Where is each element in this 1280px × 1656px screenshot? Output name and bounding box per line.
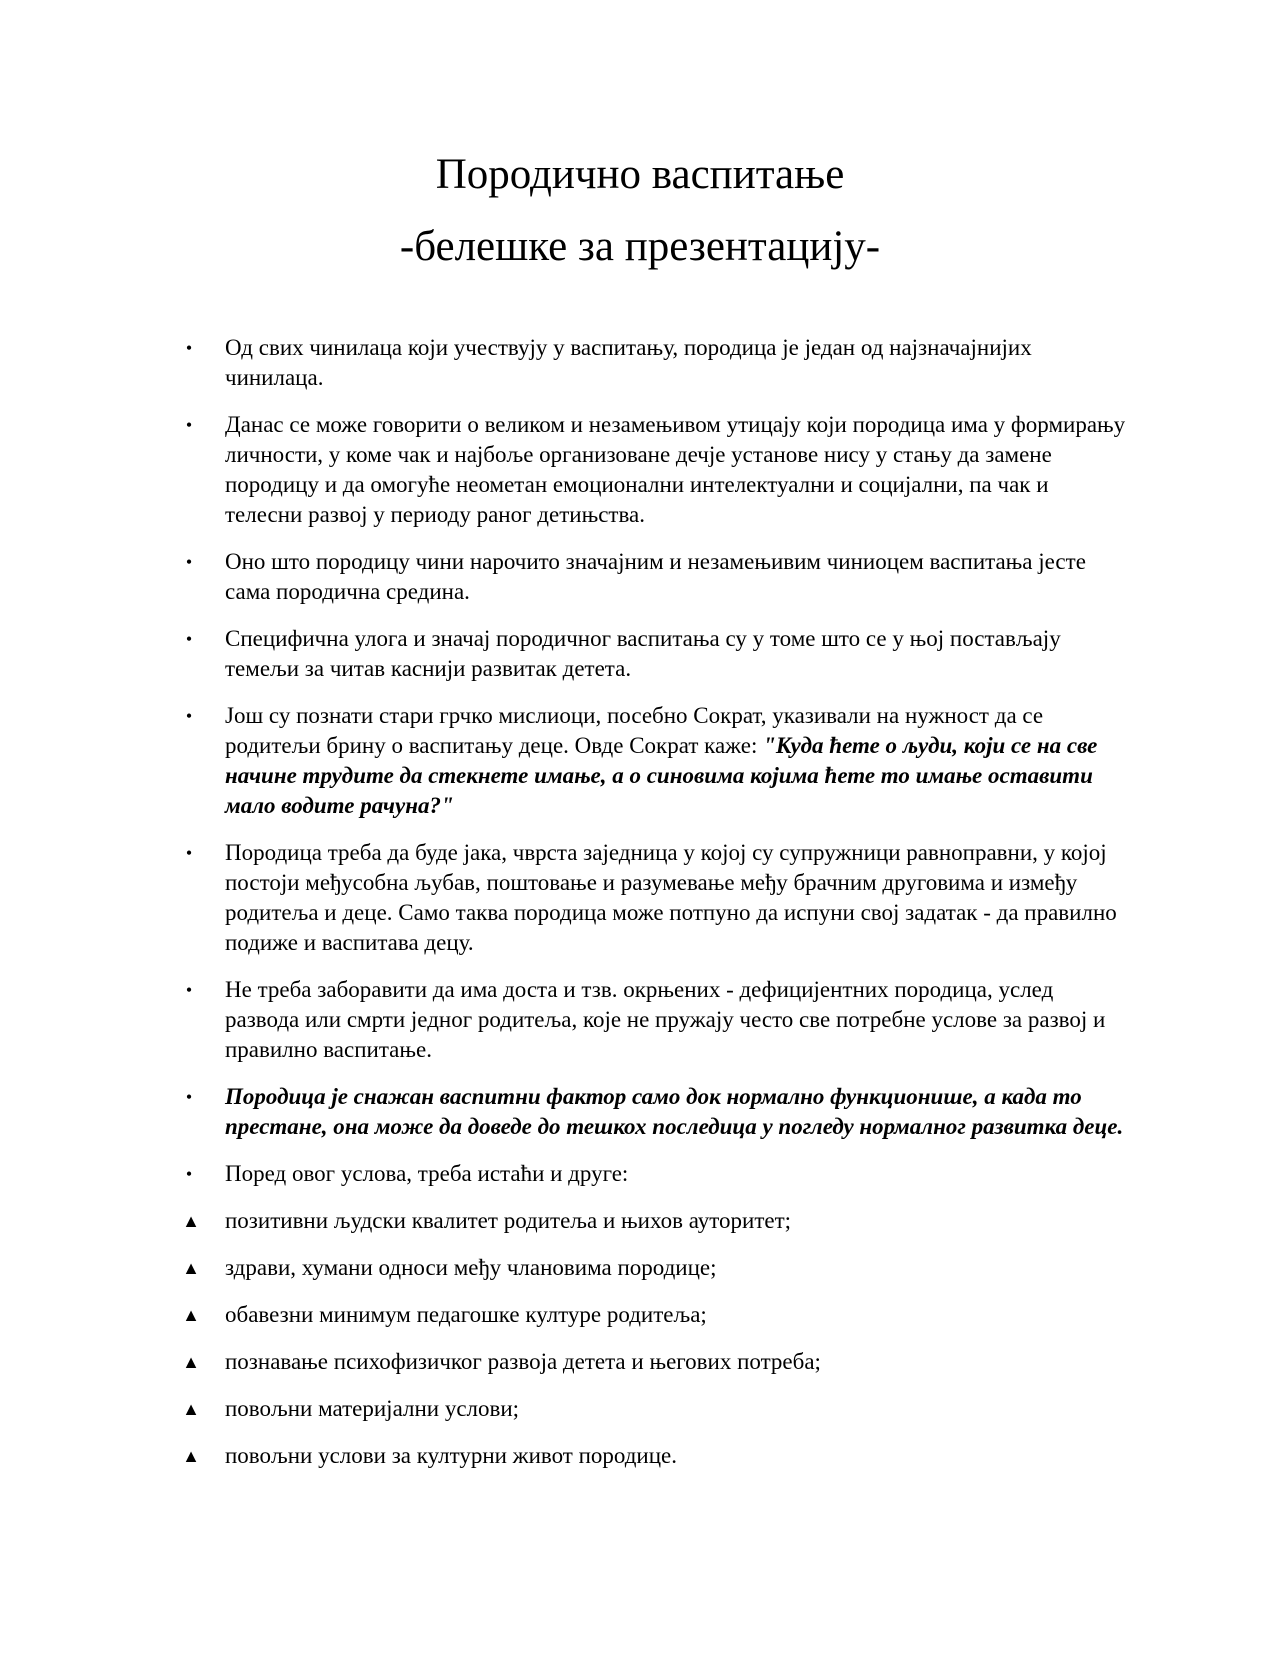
condition-text: обавезни минимум педагошке културе родитеља; <box>225 1302 707 1327</box>
list-item <box>180 410 1130 530</box>
bullet-icon: • <box>185 629 193 649</box>
title-block <box>0 145 1280 277</box>
bullet-icon: • <box>185 980 193 1000</box>
bullet-icon: • <box>185 415 193 435</box>
condition-text: здрави, хумани односи међу члановима породице; <box>225 1255 717 1280</box>
emphasis-statement: Породица је снажан васпитни фактор само док нормално функционише, а када то престане, она може да доведе до тешкох последица у погледу нормалног развитка деце. <box>225 1084 1124 1139</box>
bullet-icon: • <box>185 552 193 572</box>
bullet-icon: • <box>185 843 193 863</box>
list-item-text: Не треба заборавити да има доста и тзв. окрњених - дефицијентних породица, услед развода или смрти једног родитеља, које не пружају често све потребне услове за развој и правилно васпитање. <box>225 977 1106 1062</box>
triangle-icon: ▲ <box>182 1399 200 1419</box>
condition-text: позитивни људски квалитет родитеља и њихов ауторитет; <box>225 1208 792 1233</box>
condition-item <box>180 1300 1130 1330</box>
list-item-text: Још су познати стари грчко мислиоци, посебно Сократ, указивали на нужност да се родитељи брину о васпитању деце. Овде Сократ каже: <box>225 703 1044 758</box>
socrates-quote: "Куда ћете о људи, који се на све начине трудите да стекнете имање, а о синовима којима ћете то имање оставити мало водите рачуна?" <box>225 733 1098 818</box>
triangle-icon: ▲ <box>182 1352 200 1372</box>
bullet-icon: • <box>185 338 193 358</box>
condition-text: повољни материјални услови; <box>225 1396 520 1421</box>
list-item-text: Породица треба да буде јака, чврста заједница у којој су супружници равноправни, у којој постоји међусобна љубав, поштовање и разумевање међу брачним друговима и између родитеља и деце. Само таква породица може потпуно да испуни свој задатак - да правилно подиже и васпитава децу. <box>225 840 1117 955</box>
triangle-icon: ▲ <box>182 1446 200 1466</box>
list-item-text: Поред овог услова, треба истаћи и друге: <box>225 1161 629 1186</box>
bullet-icon: • <box>185 706 193 726</box>
condition-item <box>180 1253 1130 1283</box>
notes-list <box>180 333 1130 1488</box>
condition-text: познавање психофизичког развоја детета и његових потреба; <box>225 1349 821 1374</box>
condition-item <box>180 1347 1130 1377</box>
list-item-text: Данас се може говорити о великом и незамењивом утицају који породица има у формирању личности, у коме чак и најбоље организоване дечје установе нису у стању да замене породицу и да омогуће неометан емоционални интелектуални и социјални, па чак и телесни развој у периоду раног детињства. <box>225 412 1126 527</box>
list-item-text: Специфична улога и значај породичног васпитања су у томе што се у њој постављају темељи за читав каснији развитак детета. <box>225 626 1061 681</box>
page-subtitle: -белешке за презентацију- <box>399 223 881 270</box>
list-item <box>180 1159 1130 1189</box>
bullet-icon: • <box>185 1087 193 1107</box>
list-item-text: Оно што породицу чини нарочито значајним и незамењивим чиниоцем васпитања јесте сама породична средина. <box>225 549 1086 604</box>
condition-item <box>180 1441 1130 1471</box>
triangle-icon: ▲ <box>182 1305 200 1325</box>
triangle-icon: ▲ <box>182 1211 200 1231</box>
triangle-icon: ▲ <box>182 1258 200 1278</box>
list-item <box>180 624 1130 684</box>
list-item <box>180 547 1130 607</box>
list-item <box>180 975 1130 1065</box>
list-item-text: Од свих чинилаца који учествују у васпитању, породица је један од најзначајнијих чинилаца. <box>225 335 1032 390</box>
list-item <box>180 1082 1130 1142</box>
bullet-icon: • <box>185 1164 193 1184</box>
condition-text: повољни услови за културни живот породице. <box>225 1443 678 1468</box>
condition-item <box>180 1394 1130 1424</box>
condition-item <box>180 1206 1130 1236</box>
page-title: Породично васпитање <box>435 151 845 198</box>
list-item <box>180 838 1130 958</box>
list-item <box>180 333 1130 393</box>
list-item <box>180 701 1130 821</box>
